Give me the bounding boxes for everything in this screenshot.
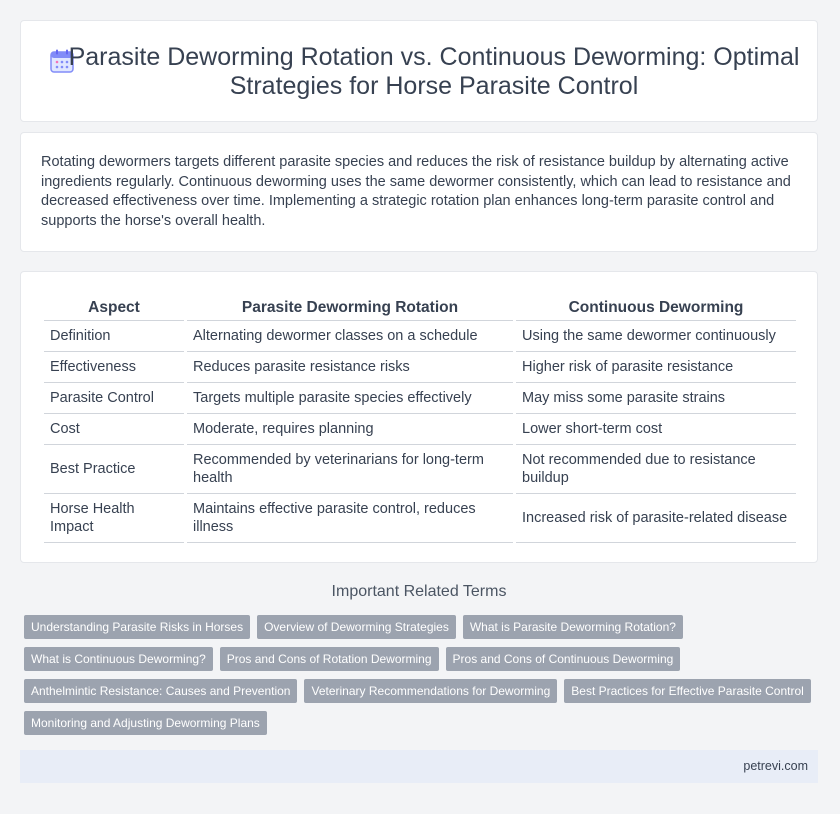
table-cell: Increased risk of parasite-related disease <box>516 494 796 543</box>
intro-paragraph: Rotating dewormers targets different parasite species and reduces the risk of resistance buildup by alternating active ingredients regularly. Continuous deworming uses the same dewormer consistently, which can lead to resistance and decreased effectiveness over time. Implementing a strategic rotation plan enhances long-term parasite control and supports the horse's overall health. <box>41 154 791 229</box>
table-cell: Alternating dewormer classes on a schedule <box>187 321 513 352</box>
related-term-tag[interactable]: What is Parasite Deworming Rotation? <box>463 615 683 639</box>
related-term-tag[interactable]: Pros and Cons of Continuous Deworming <box>446 647 681 671</box>
related-term-tag[interactable]: Best Practices for Effective Parasite Control <box>564 679 811 703</box>
column-header-aspect: Aspect <box>44 297 184 321</box>
comparison-card <box>20 271 818 563</box>
related-terms-list <box>24 615 820 735</box>
column-header-continuous: Continuous Deworming <box>516 297 796 321</box>
table-cell: Reduces parasite resistance risks <box>187 352 513 383</box>
column-header-rotation: Parasite Deworming Rotation <box>187 297 513 321</box>
intro-card <box>20 132 818 252</box>
table-cell: Effectiveness <box>44 352 184 383</box>
related-term-tag[interactable]: Pros and Cons of Rotation Deworming <box>220 647 439 671</box>
table-cell: Moderate, requires planning <box>187 414 513 445</box>
related-term-tag[interactable]: Monitoring and Adjusting Deworming Plans <box>24 711 267 735</box>
table-cell: Recommended by veterinarians for long-term health <box>187 445 513 494</box>
related-term-tag[interactable]: Veterinary Recommendations for Deworming <box>304 679 557 703</box>
footer-site-link[interactable]: petrevi.com <box>743 759 808 773</box>
table-row <box>44 321 796 352</box>
table-cell: Cost <box>44 414 184 445</box>
table-cell: Parasite Control <box>44 383 184 414</box>
table-cell: Horse Health Impact <box>44 494 184 543</box>
comparison-table <box>41 297 799 543</box>
table-row <box>44 383 796 414</box>
footer <box>20 750 818 783</box>
table-row <box>44 352 796 383</box>
table-row <box>44 414 796 445</box>
table-cell: Lower short-term cost <box>516 414 796 445</box>
related-term-tag[interactable]: Understanding Parasite Risks in Horses <box>24 615 250 639</box>
table-cell: Maintains effective parasite control, reduces illness <box>187 494 513 543</box>
table-cell: Best Practice <box>44 445 184 494</box>
table-cell: Definition <box>44 321 184 352</box>
table-cell: Not recommended due to resistance buildup <box>516 445 796 494</box>
table-cell: Using the same dewormer continuously <box>516 321 796 352</box>
table-row <box>44 494 796 543</box>
related-term-tag[interactable]: Overview of Deworming Strategies <box>257 615 456 639</box>
related-term-tag[interactable]: What is Continuous Deworming? <box>24 647 213 671</box>
table-cell: May miss some parasite strains <box>516 383 796 414</box>
table-row <box>44 445 796 494</box>
table-cell: Targets multiple parasite species effectively <box>187 383 513 414</box>
page-title: Parasite Deworming Rotation vs. Continuous Deworming: Optimal Strategies for Horse Parasite Control <box>68 43 800 100</box>
table-header-row <box>44 297 796 321</box>
related-term-tag[interactable]: Anthelmintic Resistance: Causes and Prevention <box>24 679 297 703</box>
table-cell: Higher risk of parasite resistance <box>516 352 796 383</box>
related-terms-heading: Important Related Terms <box>331 583 507 600</box>
title-card <box>20 20 818 122</box>
